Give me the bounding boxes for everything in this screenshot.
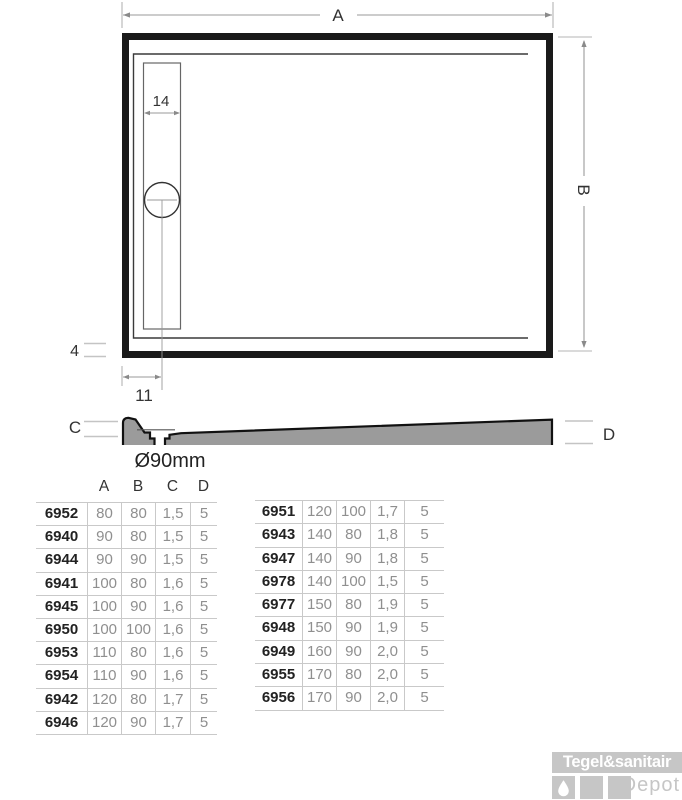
column-header-b: B — [132, 478, 144, 495]
dimension-value: 90 — [336, 687, 370, 709]
section-view — [69, 418, 615, 472]
dimension-value: 1,6 — [155, 596, 190, 618]
dimension-value: 5 — [404, 548, 444, 570]
dimension-value: 90 — [336, 548, 370, 570]
dimension-value: 5 — [404, 571, 444, 593]
column-header-d: D — [197, 478, 210, 495]
dimension-value: 100 — [87, 573, 121, 595]
product-code: 6977 — [261, 596, 296, 614]
product-code: 6953 — [44, 644, 79, 662]
dimension-4 — [70, 343, 106, 360]
dimension-value: 100 — [87, 596, 121, 618]
dimension-b — [558, 37, 593, 351]
dimension-value: 90 — [87, 526, 121, 548]
dimension-value: 100 — [336, 501, 370, 523]
arrow-right-icon — [155, 375, 161, 380]
table-row — [255, 548, 444, 571]
dimension-value: 1,6 — [155, 573, 190, 595]
dimension-value: 90 — [336, 617, 370, 639]
dimension-value: 90 — [121, 596, 155, 618]
dimension-value: 5 — [190, 596, 217, 618]
product-code: 6940 — [44, 528, 79, 546]
dimension-value: 80 — [121, 503, 155, 525]
product-code: 6949 — [261, 642, 296, 660]
dimension-value: 5 — [190, 526, 217, 548]
dimension-value: 2,0 — [370, 664, 404, 686]
dimension-value: 1,6 — [155, 619, 190, 641]
arrow-left-icon — [123, 12, 130, 17]
dimension-value: 5 — [404, 687, 444, 709]
table-row — [255, 501, 444, 524]
section-c-label: C — [68, 418, 82, 437]
dimension-value: 100 — [87, 619, 121, 641]
product-code: 6952 — [44, 505, 79, 522]
arrow-down-icon — [581, 341, 586, 348]
dimension-value: 120 — [302, 501, 336, 523]
dimension-value: 5 — [404, 524, 444, 546]
dimension-14-label: 14 — [152, 93, 170, 110]
dimension-value: 5 — [190, 503, 217, 525]
arrow-up-icon — [581, 40, 586, 47]
product-code: 6950 — [44, 620, 79, 638]
drain-diameter-label: Ø90mm — [134, 450, 206, 472]
dimension-value: 5 — [190, 689, 217, 711]
product-code: 6956 — [261, 689, 296, 707]
product-code: 6951 — [261, 503, 296, 520]
table-row — [255, 594, 444, 617]
dimension-value: 80 — [121, 689, 155, 711]
table-row — [255, 617, 444, 640]
dimension-value: 140 — [302, 548, 336, 570]
size-table-left — [36, 502, 217, 735]
dimension-value: 1,8 — [370, 524, 404, 546]
dimension-value: 110 — [87, 642, 121, 664]
dimension-a-label: A — [332, 6, 344, 25]
product-code: 6943 — [261, 526, 296, 544]
dimension-11-label: 11 — [135, 386, 153, 405]
dimension-value: 5 — [190, 712, 217, 734]
product-code: 6955 — [261, 666, 296, 684]
product-code: 6944 — [44, 551, 79, 569]
dimension-value: 5 — [190, 619, 217, 641]
logo-brand-bar: Tegel&sanitair — [552, 752, 682, 773]
product-code: 6946 — [44, 713, 79, 731]
c-ticks — [84, 422, 118, 437]
product-code: 6954 — [44, 667, 79, 685]
table-row — [36, 526, 217, 549]
dimension-value: 1,9 — [370, 617, 404, 639]
dimension-value: 1,7 — [155, 689, 190, 711]
dimension-value: 5 — [404, 617, 444, 639]
dimension-value: 170 — [302, 664, 336, 686]
dimension-value: 90 — [121, 665, 155, 687]
column-header-a: A — [98, 478, 110, 495]
table-row — [36, 642, 217, 665]
dimension-value: 1,5 — [370, 571, 404, 593]
dimension-value: 120 — [87, 689, 121, 711]
dimension-value: 80 — [336, 524, 370, 546]
dimension-value: 80 — [87, 503, 121, 525]
dimension-value: 5 — [404, 664, 444, 686]
dimension-value: 1,5 — [155, 503, 190, 525]
dimension-value: 80 — [336, 594, 370, 616]
dimension-value: 150 — [302, 594, 336, 616]
dimension-value: 1,7 — [155, 712, 190, 734]
dimension-value: 100 — [121, 619, 155, 641]
table-row — [36, 549, 217, 572]
dimension-value: 80 — [121, 642, 155, 664]
dimension-value: 160 — [302, 641, 336, 663]
dimension-value: 80 — [121, 573, 155, 595]
dimension-value: 140 — [302, 571, 336, 593]
d-ticks — [565, 421, 593, 444]
logo-subbrand: Depot — [621, 774, 680, 796]
dimension-b-label: B — [574, 184, 593, 196]
product-code: 6948 — [261, 619, 296, 637]
dimension-value: 1,6 — [155, 665, 190, 687]
table-row — [255, 641, 444, 664]
droplet-icon — [552, 776, 575, 799]
table-row — [36, 712, 217, 735]
dimension-value: 90 — [121, 549, 155, 571]
size-table-right — [255, 500, 444, 711]
section-d-label: D — [602, 425, 616, 444]
dimension-value: 5 — [404, 641, 444, 663]
dimension-value: 5 — [190, 549, 217, 571]
table-row — [255, 687, 444, 710]
dimension-value: 170 — [302, 687, 336, 709]
rim-ticks — [84, 344, 106, 357]
arrow-right-icon — [545, 12, 552, 17]
dimension-value: 140 — [302, 524, 336, 546]
dimension-value: 5 — [190, 573, 217, 595]
dimension-value: 1,9 — [370, 594, 404, 616]
dimension-value: 1,5 — [155, 549, 190, 571]
dimension-a — [122, 2, 553, 28]
arrow-left-icon — [123, 375, 129, 380]
dimension-4-label: 4 — [70, 343, 79, 360]
dimension-11 — [122, 366, 161, 405]
dimension-value: 5 — [190, 642, 217, 664]
table-row — [255, 571, 444, 594]
table-row — [255, 664, 444, 687]
table-row — [36, 665, 217, 688]
product-code: 6942 — [44, 690, 79, 708]
tray-outer-border — [126, 37, 550, 355]
product-code: 6941 — [44, 574, 79, 592]
column-header-c: C — [166, 478, 179, 495]
dimension-value: 2,0 — [370, 641, 404, 663]
table-row — [255, 524, 444, 547]
dimension-value: 150 — [302, 617, 336, 639]
dimension-value: 110 — [87, 665, 121, 687]
table-row — [36, 503, 217, 526]
dimension-value: 5 — [404, 501, 444, 523]
table-row — [36, 596, 217, 619]
dimension-value: 5 — [404, 594, 444, 616]
table-row — [36, 573, 217, 596]
logo-droplet-square — [552, 776, 575, 799]
product-code: 6947 — [261, 549, 296, 567]
dimension-value: 80 — [121, 526, 155, 548]
table-row — [36, 689, 217, 712]
dimension-value: 2,0 — [370, 687, 404, 709]
product-code: 6978 — [261, 572, 296, 590]
dimension-value: 5 — [190, 665, 217, 687]
dimension-value: 1,7 — [370, 501, 404, 523]
dimension-value: 90 — [336, 641, 370, 663]
dimension-value: 90 — [87, 549, 121, 571]
dimension-value: 1,8 — [370, 548, 404, 570]
table-row — [36, 619, 217, 642]
dimension-value: 1,6 — [155, 642, 190, 664]
dimension-value: 80 — [336, 664, 370, 686]
dimension-value: 90 — [121, 712, 155, 734]
dimension-value: 100 — [336, 571, 370, 593]
dimension-value: 120 — [87, 712, 121, 734]
product-code: 6945 — [44, 597, 79, 615]
dimension-value: 1,5 — [155, 526, 190, 548]
